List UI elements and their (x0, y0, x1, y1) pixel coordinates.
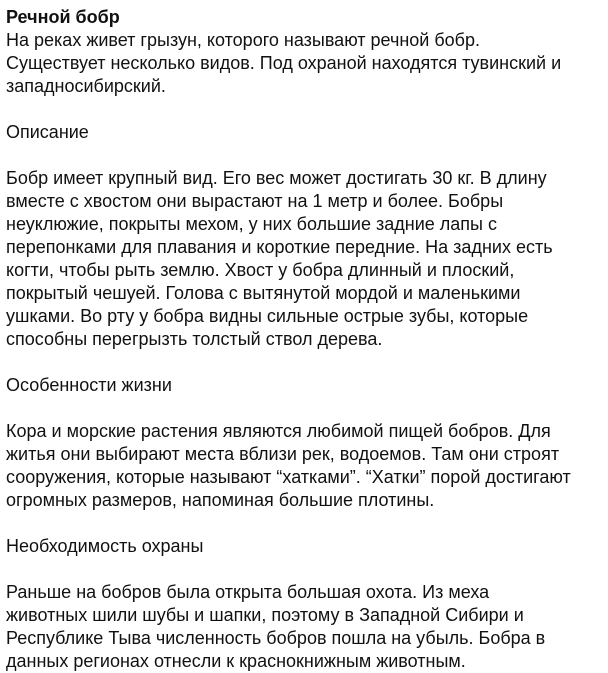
spacer (6, 144, 606, 167)
spacer (6, 98, 606, 121)
section-body-lifestyle: Кора и морские растения являются любимой пищей бобров. Для житья они выбирают места вблизи рек, водоемов. Там они строят сооружения, которые называют “хатками”. “Хатки” порой достигают огромных размеров, напоминая большие плотины. (6, 421, 571, 510)
spacer (6, 512, 606, 535)
spacer (6, 558, 606, 581)
section-heading-lifestyle: Особенности жизни (6, 375, 172, 395)
article (6, 6, 606, 673)
article-title: Речной бобр (6, 7, 120, 27)
section-body-protection: Раньше на бобров была открыта большая охота. Из меха животных шили шубы и шапки, поэтому в Западной Сибири и Республике Тыва численность бобров пошла на убыль. Бобра в данных регионах отнесли к краснокнижным животным. (6, 582, 546, 671)
section-heading-protection: Необходимость охраны (6, 536, 204, 556)
section-heading-description: Описание (6, 122, 89, 142)
intro-paragraph: На реках живет грызун, которого называют речной бобр. Существует несколько видов. Под охраной находятся тувинский и западносибирский. (6, 30, 562, 96)
spacer (6, 397, 606, 420)
spacer (6, 351, 606, 374)
section-body-description: Бобр имеет крупный вид. Его вес может достигать 30 кг. В длину вместе с хвостом они вырастают на 1 метр и более. Бобры неуклюжие, покрыты мехом, у них большие задние лапы с перепонками для плавания и короткие передние. На задних есть когти, чтобы рыть землю. Хвост у бобра длинный и плоский, покрытый чешуей. Голова с вытянутой мордой и маленькими ушками. Во рту у бобра видны сильные острые зубы, которые способны перегрызть толстый ствол дерева. (6, 168, 553, 349)
